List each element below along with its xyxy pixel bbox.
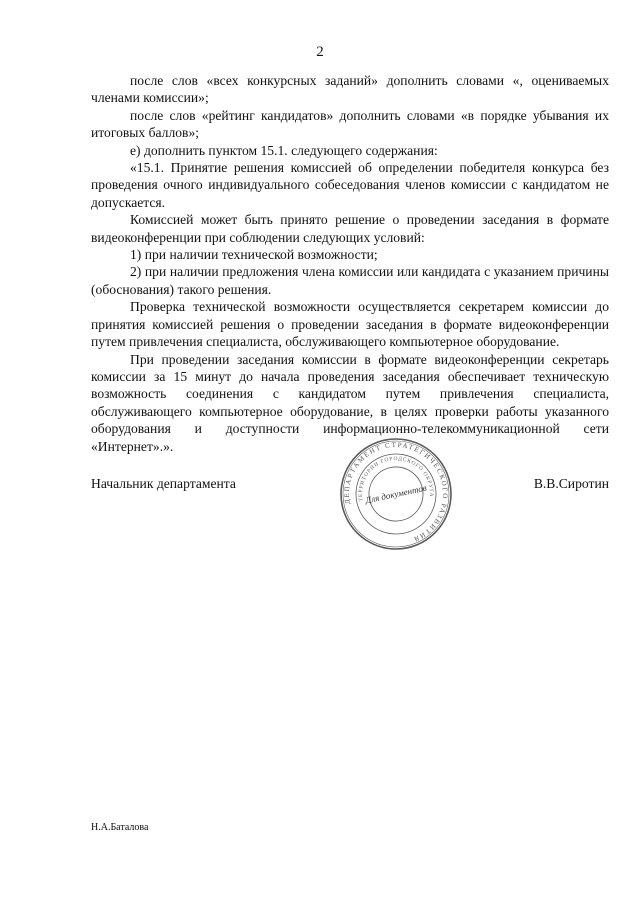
paragraph: «15.1. Принятие решения комиссией об определении победителя конкурса без проведения очного индивидуального собеседования членов комиссии с кандидатом не допускается. bbox=[91, 160, 609, 210]
executor-name: Н.А.Баталова bbox=[91, 822, 149, 833]
paragraph: 1) при наличии технической возможности; bbox=[130, 247, 378, 263]
svg-text:ТЕРРИТОРИИ ГОРОДСКОГО ОКРУГА: ТЕРРИТОРИИ ГОРОДСКОГО ОКРУГА bbox=[357, 455, 435, 502]
svg-text:ДЕПАРТАМЕНТ СТРАТЕГИЧЕСКОГО РА: ДЕПАРТАМЕНТ СТРАТЕГИЧЕСКОГО РАЗВИТИЯ bbox=[342, 440, 450, 544]
paragraph: 2) при наличии предложения члена комиссии или кандидата с указанием причины (обоснования) такого решения. bbox=[91, 264, 609, 297]
paragraph: Комиссией может быть принято решение о проведении заседания в формате видеоконференции при соблюдении следующих условий: bbox=[91, 212, 609, 245]
paragraph: после слов «всех конкурсных заданий» дополнить словами «, оцениваемых членами комиссии»; bbox=[91, 73, 609, 106]
paragraph: Проверка технической возможности осуществляется секретарем комиссии до принятия комиссией решения о проведении заседания в формате видеоконференции путем привлечения специалиста, обслуживающего компьютерное оборудование. bbox=[91, 299, 609, 350]
paragraph: после слов «рейтинг кандидатов» дополнить словами «в порядке убывания их итоговых баллов»; bbox=[91, 107, 609, 141]
page-number: 2 bbox=[316, 44, 324, 60]
paragraph: е) дополнить пунктом 15.1. следующего содержания: bbox=[130, 142, 438, 158]
document-body bbox=[91, 72, 609, 455]
stamp-inner-text: Для документов bbox=[364, 482, 428, 506]
paragraph: При проведении заседания комиссии в формате видеоконференции секретарь комиссии за 15 минут до начала проведения заседания обеспечивает техническую возможность соединения с кандидатом путем привлечения специалиста, обслуживающего компьютерное оборудование, в целях проверки работы указанного оборудования и доступности информационно-телекоммуникационной сети «Интернет».». bbox=[91, 351, 609, 454]
official-stamp bbox=[327, 425, 465, 563]
signature-title: Начальник департамента bbox=[91, 476, 236, 491]
signature-name: В.В.Сиротин bbox=[533, 476, 609, 491]
